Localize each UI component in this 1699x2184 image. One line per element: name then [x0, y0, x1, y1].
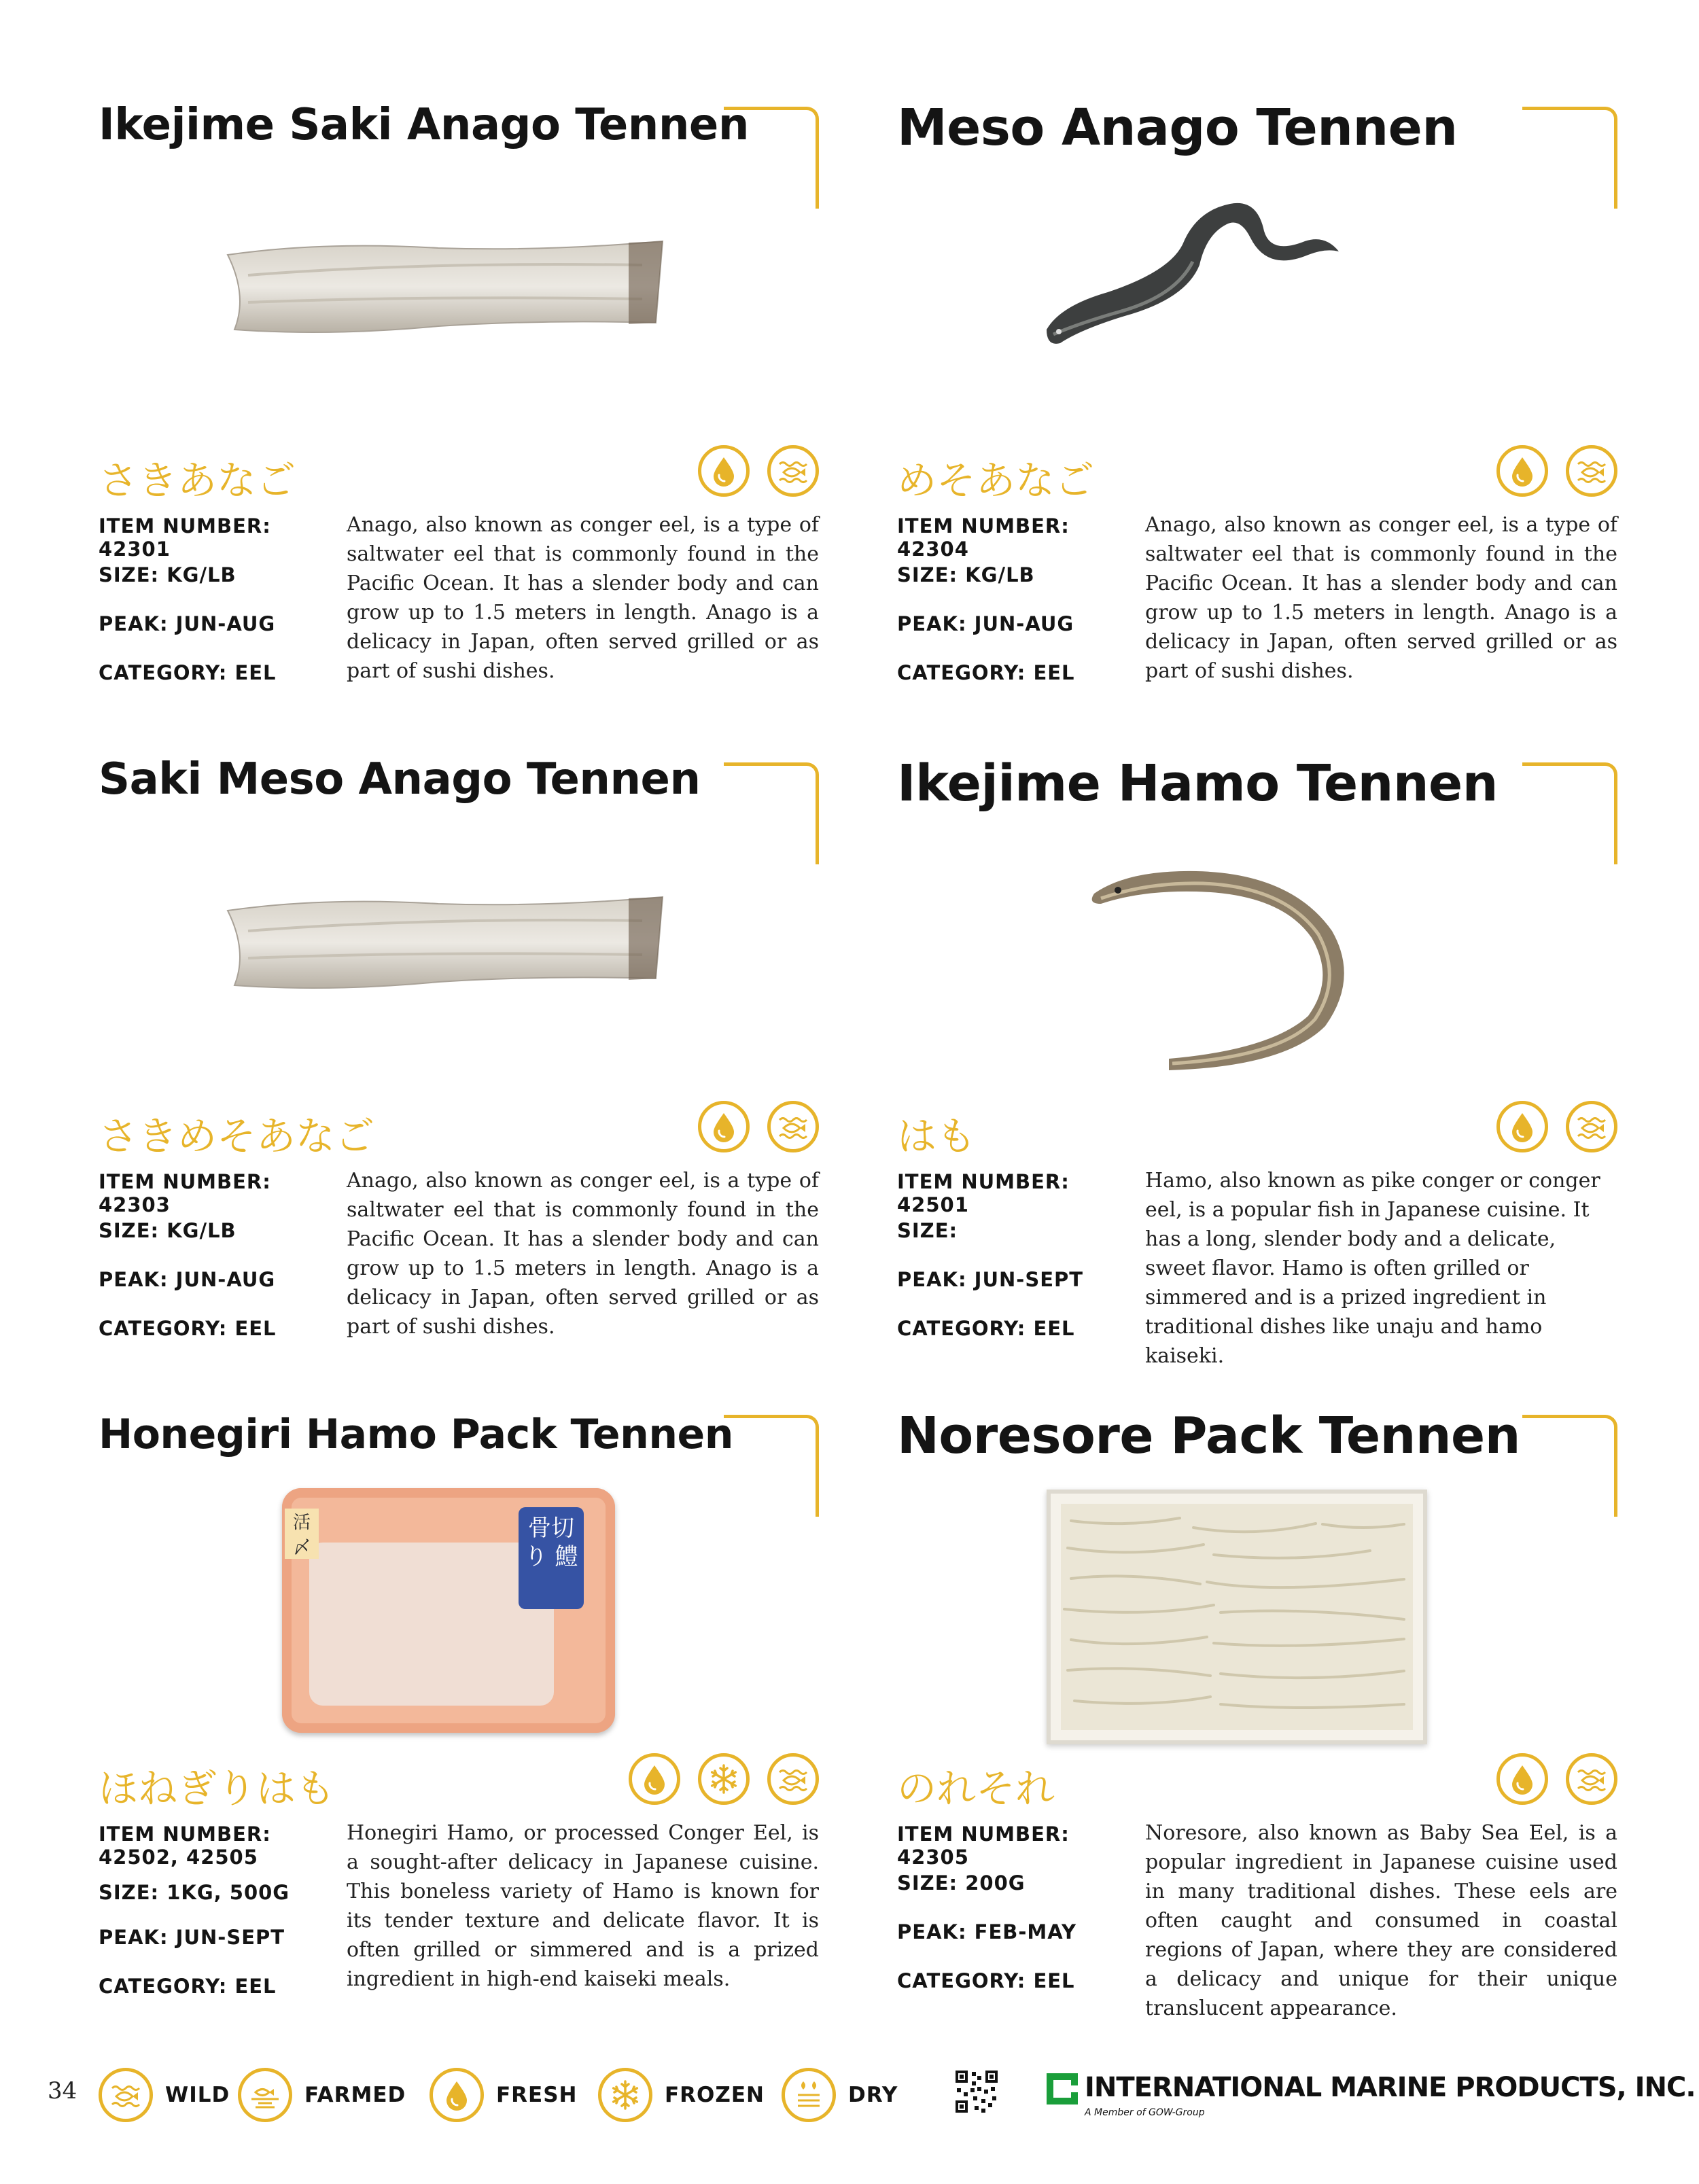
product-description: Noresore, also known as Baby Sea Eel, is a popular ingredient in Japanese cuisine used in many traditional dishes. These eels are often caught and consumed in coastal regions of Japan, where they are considered a delicacy and unique for their unique translucent appearance. [1145, 1821, 1617, 2020]
legend-label: FARMED [304, 2083, 406, 2107]
attribute-icons [1496, 445, 1617, 497]
size: SIZE: 1KG, 500G [99, 1881, 290, 1904]
category: CATEGORY: EEL [99, 1975, 277, 1998]
fresh-icon [1496, 1753, 1548, 1805]
frozen-icon [598, 2068, 652, 2122]
product-title: Ikejime Hamo Tennen [897, 754, 1498, 813]
product-card [99, 1407, 819, 2045]
product-card [99, 754, 819, 1393]
package-label: 骨切り 鱧 [519, 1507, 584, 1609]
wild-icon [1566, 1753, 1617, 1805]
company-name: INTERNATIONAL MARINE PRODUCTS, INC. [1085, 2072, 1696, 2103]
category: CATEGORY: EEL [897, 661, 1075, 684]
product-title: Meso Anago Tennen [897, 99, 1458, 157]
fresh-icon [1496, 1101, 1548, 1152]
legend-frozen [598, 2068, 765, 2122]
japanese-name: はも [897, 1113, 977, 1159]
japanese-name: さきあなご [99, 457, 296, 504]
spec-list [897, 514, 1142, 710]
attribute-icons [1496, 1753, 1617, 1805]
product-title: Honegiri Hamo Pack Tennen [99, 1411, 733, 1458]
qr-code-icon[interactable] [954, 2069, 999, 2114]
noresore-pack-image [1047, 1490, 1427, 1744]
wild-icon [767, 1101, 819, 1152]
japanese-name: ほねぎりはも [99, 1765, 336, 1812]
category: CATEGORY: EEL [99, 1317, 277, 1340]
wild-icon [767, 445, 819, 497]
product-title: Ikejime Saki Anago Tennen [99, 100, 749, 150]
fresh-icon [698, 1101, 750, 1152]
peak-season: PEAK: FEB-MAY [897, 1920, 1076, 1943]
attribute-icons [698, 445, 819, 497]
farmed-icon [238, 2068, 292, 2122]
product-description: Anago, also known as conger eel, is a type of saltwater eel that is commonly found in the Pacific Ocean. It has a slender body and can grow up to 1.5 meters in length. Anago is a delicacy in Japan, often served grilled or as part of sushi dishes. [347, 513, 819, 683]
peak-season: PEAK: JUN-SEPT [897, 1268, 1084, 1291]
wild-icon [99, 2068, 153, 2122]
legend-label: FROZEN [665, 2083, 765, 2107]
whole-eel-image [1033, 177, 1346, 353]
spec-list [99, 514, 343, 710]
company-mark-icon [1047, 2073, 1078, 2104]
corner-bracket [724, 1415, 819, 1517]
fresh-icon [1496, 445, 1548, 497]
fresh-icon [629, 1753, 680, 1805]
item-number: ITEM NUMBER: 42304 [897, 514, 1070, 561]
japanese-name: さきめそあなご [99, 1113, 375, 1159]
item-number: ITEM NUMBER: 42305 [897, 1822, 1070, 1869]
product-card [897, 1407, 1617, 2045]
spec-list [99, 1170, 343, 1366]
wild-icon [1566, 445, 1617, 497]
japanese-name: めそあなご [897, 457, 1095, 504]
size: SIZE: KG/LB [99, 1219, 237, 1242]
category: CATEGORY: EEL [897, 1969, 1075, 1992]
product-description: Anago, also known as conger eel, is a type of saltwater eel that is commonly found in the Pacific Ocean. It has a slender body and can grow up to 1.5 meters in length. Anago is a delicacy in Japan, often served grilled or as part of sushi dishes. [1145, 513, 1617, 683]
fillet-area [309, 1543, 554, 1706]
item-number: ITEM NUMBER: 42301 [99, 514, 271, 561]
product-title: Saki Meso Anago Tennen [99, 754, 701, 805]
dry-icon [782, 2068, 836, 2122]
corner-bracket [1522, 1415, 1617, 1517]
attribute-icons [629, 1753, 819, 1805]
spec-list [99, 1822, 343, 2024]
product-description: Hamo, also known as pike conger or conger eel, is a popular fish in Japanese cuisine. It has a long, slender body and a delicate, sweet flavor. Hamo is often grilled or simmered and is a prized ingredient in traditional dishes like unaju and hamo kaiseki. [1145, 1169, 1600, 1368]
category: CATEGORY: EEL [897, 1317, 1075, 1340]
peak-season: PEAK: JUN-SEPT [99, 1926, 285, 1949]
whole-hamo-image [1087, 856, 1373, 1074]
peak-season: PEAK: JUN-AUG [99, 1268, 276, 1291]
product-card [99, 99, 819, 737]
legend-farmed [238, 2068, 406, 2122]
legend-label: DRY [848, 2083, 898, 2107]
size: SIZE: KG/LB [897, 563, 1035, 586]
product-description: Honegiri Hamo, or processed Conger Eel, is a sought-after delicacy in Japanese cuisine. This boneless variety of Hamo is known for its tender texture and delicate flavor. It is often grilled or simmered and is a prized ingredient in high-end kaiseki meals. [347, 1821, 819, 1991]
corner-bracket [1522, 107, 1617, 209]
item-number: ITEM NUMBER: 42502, 42505 [99, 1822, 271, 1869]
attribute-icons [698, 1101, 819, 1152]
eel-fillet-image [221, 234, 669, 343]
legend-label: FRESH [496, 2083, 578, 2107]
product-card [897, 754, 1617, 1393]
item-number: ITEM NUMBER: 42303 [99, 1170, 271, 1216]
page-number: 34 [48, 2077, 77, 2104]
wild-icon [767, 1753, 819, 1805]
product-title: Noresore Pack Tennen [897, 1407, 1520, 1465]
legend-fresh [430, 2068, 578, 2122]
package-tag: 活〆 [285, 1509, 319, 1559]
hamo-pack-image [282, 1488, 615, 1733]
legend-wild [99, 2068, 230, 2122]
product-card [897, 99, 1617, 737]
japanese-name: のれそれ [897, 1765, 1055, 1812]
category: CATEGORY: EEL [99, 661, 277, 684]
fresh-icon [698, 445, 750, 497]
legend-dry [782, 2068, 898, 2122]
frozen-icon [698, 1753, 750, 1805]
peak-season: PEAK: JUN-AUG [897, 612, 1074, 635]
corner-bracket [1522, 762, 1617, 864]
product-description: Anago, also known as conger eel, is a type of saltwater eel that is commonly found in the Pacific Ocean. It has a slender body and can grow up to 1.5 meters in length. Anago is a delicacy in Japan, often served grilled or as part of sushi dishes. [347, 1169, 819, 1339]
page-footer [0, 2062, 1699, 2130]
company-tagline: A Member of GOW-Group [1085, 2107, 1205, 2118]
fresh-icon [430, 2068, 484, 2122]
baby-eels [1051, 1494, 1423, 1740]
corner-bracket [724, 107, 819, 209]
size: SIZE: [897, 1219, 958, 1242]
eel-fillet-image [221, 890, 669, 999]
attribute-icons [1496, 1101, 1617, 1152]
size: SIZE: KG/LB [99, 563, 237, 586]
size: SIZE: 200G [897, 1871, 1026, 1895]
corner-bracket [724, 762, 819, 864]
wild-icon [1566, 1101, 1617, 1152]
spec-list [897, 1170, 1142, 1366]
peak-season: PEAK: JUN-AUG [99, 612, 276, 635]
legend-label: WILD [165, 2083, 230, 2107]
item-number: ITEM NUMBER: 42501 [897, 1170, 1070, 1216]
spec-list [897, 1822, 1142, 2018]
